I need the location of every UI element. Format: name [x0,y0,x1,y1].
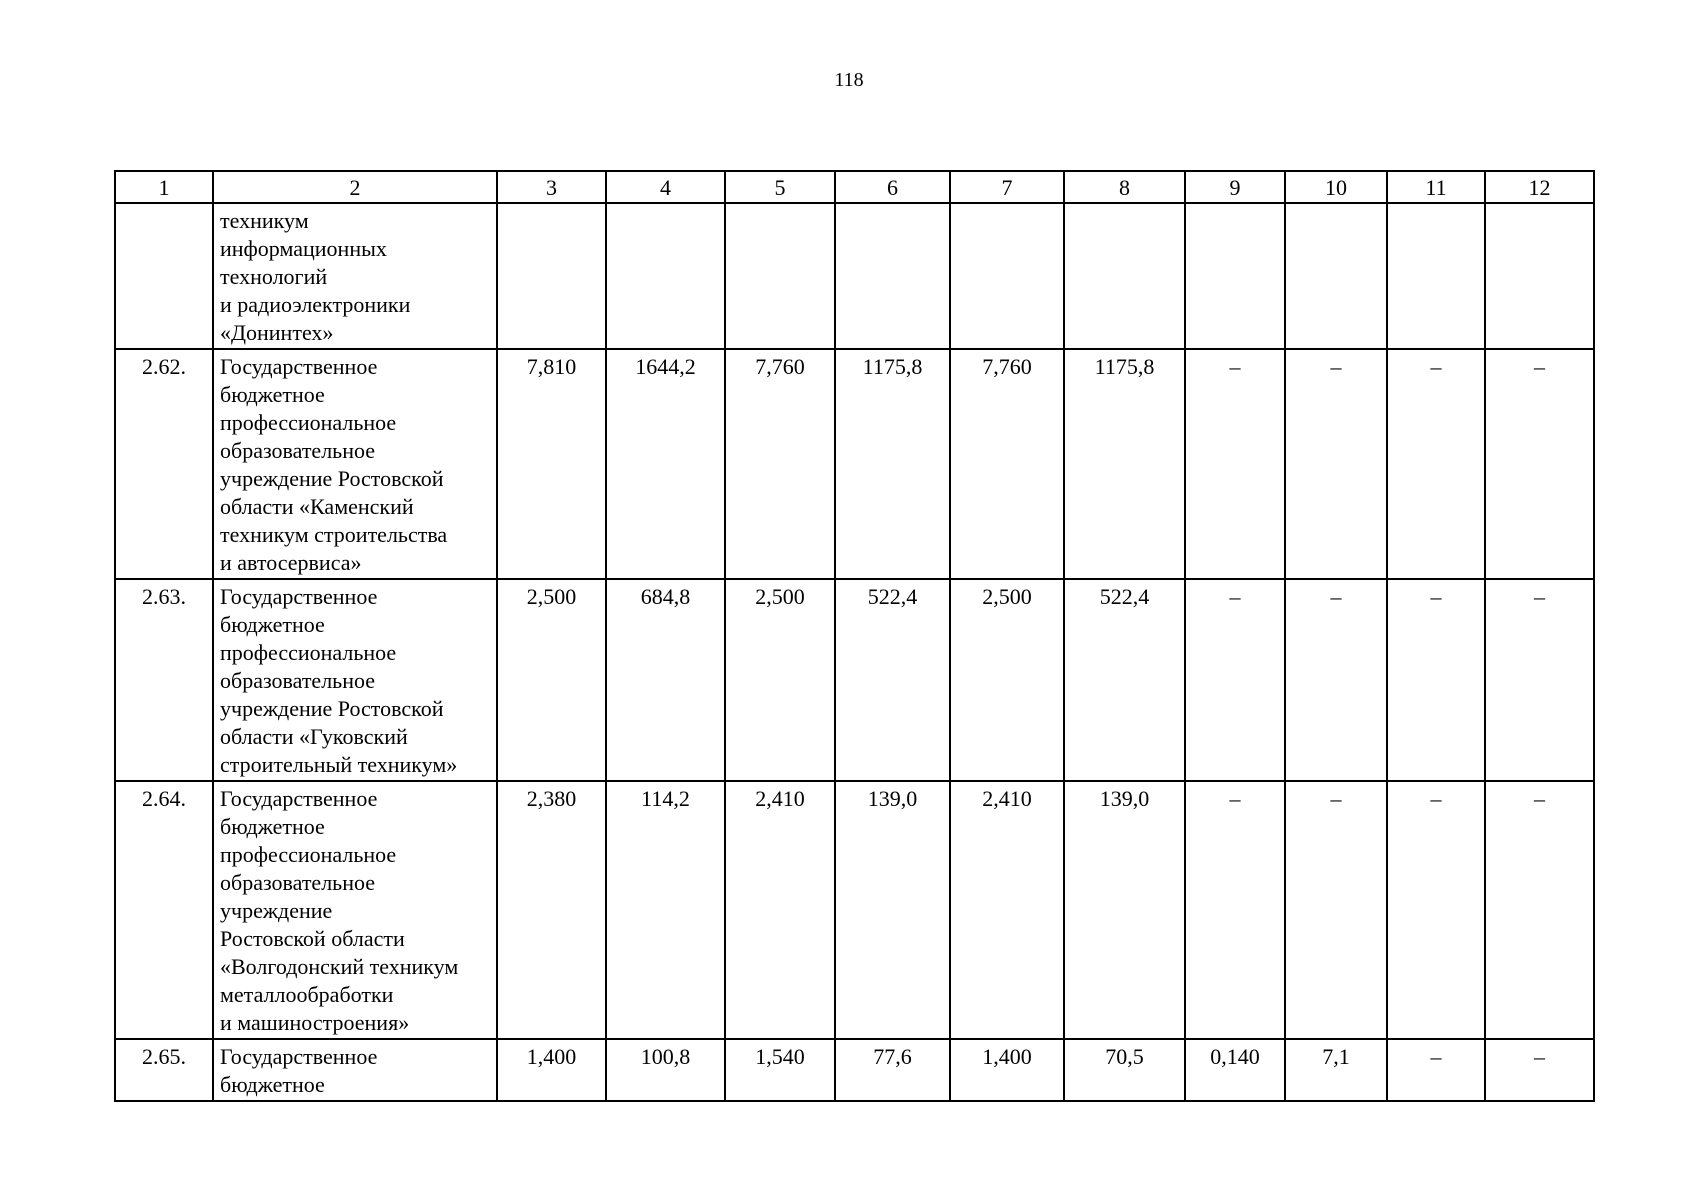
value-cell: – [1485,781,1594,1039]
value-cell: 684,8 [606,579,725,781]
institution-name-cell [213,349,497,579]
value-cell: – [1387,349,1485,579]
institution-name-line: образовательное [220,870,376,895]
value-cell [606,203,725,349]
value-cell: – [1387,1039,1485,1101]
row-number-cell [115,203,213,349]
value-cell: 2,410 [950,781,1064,1039]
column-number-header: 2 [213,171,497,203]
institution-name-line: Государственное [220,584,378,609]
value-cell: 139,0 [835,781,950,1039]
value-cell [950,203,1064,349]
institution-name-line: информационных [220,236,387,261]
value-cell [1387,203,1485,349]
value-cell: 7,760 [725,349,835,579]
value-cell: 2,500 [725,579,835,781]
row-number-cell: 2.63. [115,579,213,781]
value-cell: – [1387,579,1485,781]
column-number-header: 12 [1485,171,1594,203]
column-number-header: 6 [835,171,950,203]
data-table [114,170,1595,1102]
column-number-header: 8 [1064,171,1185,203]
institution-name-line: технологий [220,264,328,289]
table-row [115,1039,1594,1101]
value-cell [497,203,606,349]
institution-name-line: Государственное [220,354,378,379]
institution-name-line: металлообработки [220,982,394,1007]
value-cell: 2,500 [950,579,1064,781]
institution-name-cell [213,203,497,349]
table-row [115,781,1594,1039]
value-cell: – [1387,781,1485,1039]
institution-name-cell [213,1039,497,1101]
value-cell: 1644,2 [606,349,725,579]
value-cell: 522,4 [1064,579,1185,781]
institution-name-line: бюджетное [220,382,325,407]
value-cell: – [1185,349,1285,579]
value-cell: – [1485,349,1594,579]
institution-name-line: профессиональное [220,640,397,665]
institution-name-line: бюджетное [220,612,325,637]
value-cell: – [1485,1039,1594,1101]
table-row [115,579,1594,781]
institution-name-line: «Волгодонский техникум [220,954,459,979]
column-number-header: 4 [606,171,725,203]
institution-name-line: и автосервиса» [220,550,362,575]
column-number-header: 3 [497,171,606,203]
value-cell [835,203,950,349]
column-number-header: 5 [725,171,835,203]
value-cell: – [1485,579,1594,781]
institution-name-line: учреждение [220,898,333,923]
value-cell: 77,6 [835,1039,950,1101]
institution-name-line: области «Каменский [220,494,414,519]
value-cell: 2,380 [497,781,606,1039]
value-cell: 114,2 [606,781,725,1039]
institution-name-line: учреждение Ростовской [220,696,444,721]
institution-name-line: Ростовской области [220,926,405,951]
institution-name-line: образовательное [220,438,376,463]
table-row [115,203,1594,349]
value-cell: – [1285,579,1387,781]
page-number: 118 [834,69,864,91]
institution-name-line: учреждение Ростовской [220,466,444,491]
institution-name-line: и радиоэлектроники [220,292,411,317]
value-cell: 1,400 [950,1039,1064,1101]
value-cell: – [1185,781,1285,1039]
value-cell: 1175,8 [835,349,950,579]
row-number-cell: 2.62. [115,349,213,579]
value-cell [725,203,835,349]
value-cell [1285,203,1387,349]
value-cell: 1175,8 [1064,349,1185,579]
institution-name-line: профессиональное [220,410,397,435]
value-cell: 7,1 [1285,1039,1387,1101]
institution-name-line: техникум строительства [220,522,448,547]
column-number-header: 11 [1387,171,1485,203]
institution-name-line: образовательное [220,668,376,693]
value-cell: – [1285,349,1387,579]
value-cell: 2,500 [497,579,606,781]
institution-name-line: Государственное [220,786,378,811]
value-cell: 0,140 [1185,1039,1285,1101]
column-number-header: 1 [115,171,213,203]
value-cell: 1,540 [725,1039,835,1101]
institution-name-line: области «Гуковский [220,724,408,749]
institution-name-cell [213,579,497,781]
table-row [115,349,1594,579]
value-cell: – [1285,781,1387,1039]
institution-name-line: «Донинтех» [220,320,334,345]
row-number-cell: 2.65. [115,1039,213,1101]
value-cell: 7,810 [497,349,606,579]
institution-name-line: техникум [220,208,309,233]
table-header-row [115,171,1594,203]
column-number-header: 9 [1185,171,1285,203]
institution-name-line: Государственное [220,1044,378,1069]
value-cell: 522,4 [835,579,950,781]
value-cell: 139,0 [1064,781,1185,1039]
value-cell: 2,410 [725,781,835,1039]
institution-name-line: и машиностроения» [220,1010,410,1035]
value-cell: – [1185,579,1285,781]
institution-name-line: строительный техникум» [220,752,458,777]
row-number-cell: 2.64. [115,781,213,1039]
value-cell [1064,203,1185,349]
column-number-header: 10 [1285,171,1387,203]
institution-name-line: профессиональное [220,842,397,867]
value-cell: 7,760 [950,349,1064,579]
value-cell: 100,8 [606,1039,725,1101]
column-number-header: 7 [950,171,1064,203]
value-cell: 1,400 [497,1039,606,1101]
value-cell: 70,5 [1064,1039,1185,1101]
institution-name-cell [213,781,497,1039]
value-cell [1185,203,1285,349]
value-cell [1485,203,1594,349]
institution-name-line: бюджетное [220,814,325,839]
institution-name-line: бюджетное [220,1072,325,1097]
